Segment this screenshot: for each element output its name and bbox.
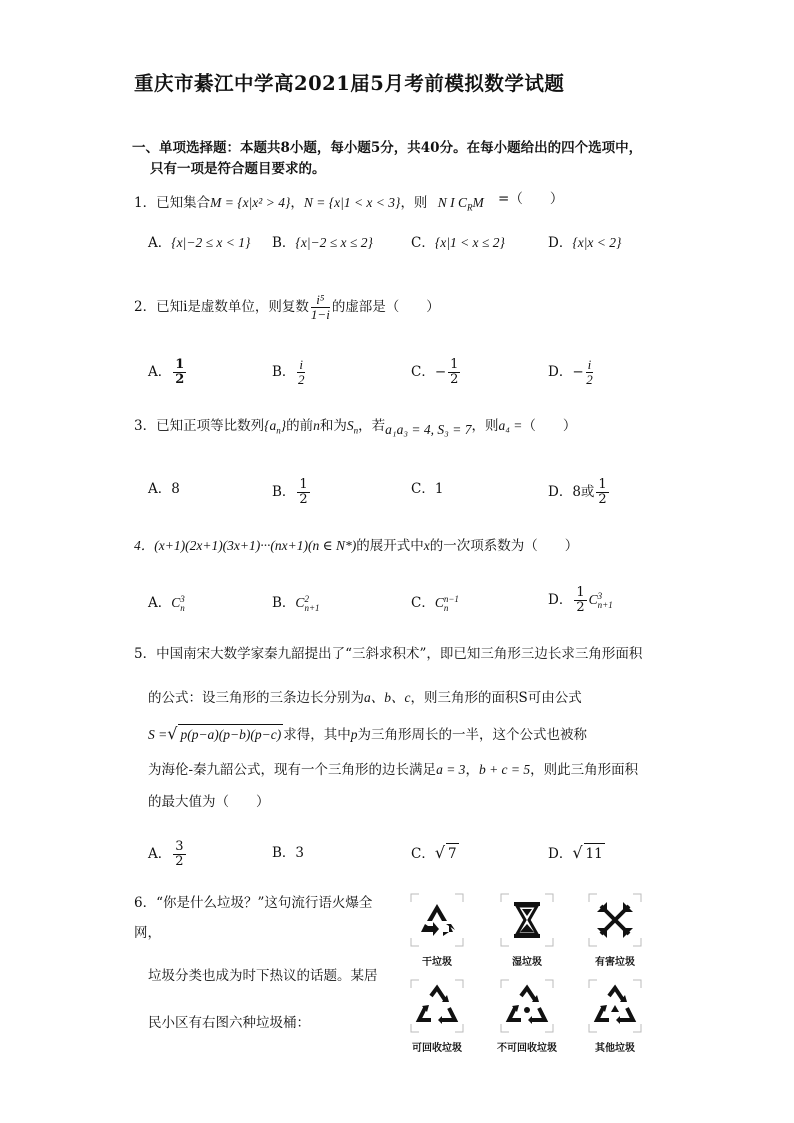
bin-label: 湿垃圾 (512, 957, 542, 968)
q3-a4: a₄ = (498, 418, 523, 433)
section-line-1: 一、单项选择题：本题共8小题，每小题5分，共40分。在每小题给出的四个选项中， (132, 140, 643, 156)
numerator: 1 (576, 585, 585, 600)
comb-c: C (295, 595, 305, 610)
numerator: 1 (598, 477, 607, 492)
option-label: B． (272, 595, 296, 611)
q5-sep: ， (465, 762, 479, 778)
bin-dry (402, 892, 472, 968)
q5-formula-radicand: p(p−a)(p−b)(p−c) (178, 724, 283, 745)
option-comb (588, 590, 613, 610)
q5-option-c[interactable] (411, 843, 459, 864)
option-text: 8或 (572, 484, 595, 500)
bin-recyclable (402, 978, 472, 1054)
comb-indices (444, 595, 459, 613)
q3-text: 3．已知正项等比数列 (134, 418, 265, 434)
q1-expr-m: M (472, 195, 484, 210)
option-label: A． (148, 364, 172, 380)
option-text: 1 (434, 481, 444, 497)
q1-tail: =（ ） (498, 191, 564, 207)
numerator: 1 (299, 477, 308, 492)
option-label: A． (148, 235, 172, 251)
q5-cond-bc: b + c = 5 (478, 762, 531, 777)
question-5-line-1: 5．中国南宋大数学家秦九韶提出了“三斜求积术”，即已知三角形三边长求三角形面积 (134, 646, 643, 662)
denominator: 2 (586, 372, 593, 387)
q5-option-a[interactable] (148, 840, 188, 869)
comb-c: C (434, 595, 444, 610)
recycle-icon (409, 978, 465, 1034)
section-line-2: 只有一项是符合题目要求的。 (150, 161, 326, 177)
q1-expr (437, 195, 484, 213)
q5-text-e: 为海伦-秦九韶公式，现有一个三角形的边长满足 (148, 762, 437, 778)
q5-text: 的公式：设三角形的三条边长分别为 (148, 690, 364, 706)
question-5-line-5: 的最大值为（ ） (148, 794, 270, 810)
question-4 (134, 536, 578, 556)
q3-option-c[interactable] (411, 479, 443, 499)
q4-text-c: 的一次项系数为（ ） (429, 538, 579, 554)
numerator: 3 (175, 839, 184, 854)
question-6-line-2: 网， (134, 925, 161, 941)
q3-text-b: 的前 (286, 418, 314, 434)
option-label: D． (548, 235, 573, 251)
q2-fraction (311, 293, 330, 322)
denominator: 2 (175, 854, 184, 869)
q3-seq-text: {a (264, 418, 277, 433)
page-title: 重庆市綦江中学高2021届5月考前模拟数学试题 (134, 72, 565, 95)
q4-option-a[interactable] (148, 593, 185, 613)
q3-seq (264, 418, 287, 436)
option-label: A． (148, 595, 172, 611)
comb-sub: n (443, 602, 449, 613)
denominator: 2 (576, 600, 585, 615)
numerator: 1 (175, 357, 185, 372)
option-label: C． (411, 595, 435, 611)
option-text: {x|x < 2} (572, 235, 622, 250)
option-label: C． (411, 364, 435, 380)
q2-denominator: 1−i (310, 307, 330, 322)
q3-tail: （ ） (522, 418, 577, 434)
q1-sep: ， (290, 195, 304, 211)
option-fraction (173, 840, 185, 869)
comb-indices (598, 592, 613, 610)
option-label: A． (148, 846, 172, 862)
q3-option-b[interactable] (272, 478, 312, 507)
q5-text-f: ，则此三角形面积 (530, 762, 639, 778)
q5-option-b[interactable] (272, 843, 304, 863)
comb-sup: 3 (180, 593, 185, 604)
numerator: i (299, 357, 304, 372)
q1-text-b: ，则 (400, 195, 428, 211)
comb-c: C (171, 595, 181, 610)
comb-sub: n+1 (304, 602, 320, 613)
q3-text-e: ，则 (471, 418, 499, 434)
hourglass-icon (499, 892, 555, 948)
question-6-line-4: 民小区有右图六种垃圾桶： (148, 1015, 310, 1031)
question-3 (134, 416, 576, 436)
q2-text: 2．已知i是虚数单位，则复数 (134, 299, 309, 315)
option-fraction (596, 478, 608, 507)
q3-seq-sub: n (276, 425, 281, 436)
bin-label: 可回收垃圾 (412, 1043, 462, 1054)
q2-numerator: i⁵ (311, 293, 330, 308)
option-label: B． (272, 364, 296, 380)
bin-wet (492, 892, 562, 968)
cross-arrows-icon (587, 892, 643, 948)
bin-other (580, 978, 650, 1054)
comb-indices (180, 595, 185, 613)
q4-x: x (423, 538, 430, 553)
option-label: B． (272, 484, 296, 500)
option-comb (171, 593, 185, 613)
question-1 (134, 193, 563, 213)
q4-text-b: 的展开式中 (356, 538, 424, 554)
denominator: 2 (450, 372, 459, 387)
option-label: D． (548, 592, 573, 608)
comb-indices (304, 595, 319, 613)
q2-option-a[interactable] (148, 358, 188, 387)
option-text: {x|−2 ≤ x < 1} (171, 235, 251, 250)
q2-option-c[interactable] (411, 358, 462, 387)
q3-option-a[interactable] (148, 479, 180, 499)
comb-sub: n (180, 602, 185, 613)
q3-condition: a₁a₃ = 4, S₃ = 7 (385, 422, 472, 437)
option-fraction (297, 358, 305, 387)
option-sign: − (434, 364, 447, 380)
option-fraction (297, 478, 309, 507)
q5-p: p (350, 727, 358, 742)
q2-option-b[interactable] (272, 358, 307, 387)
denominator: 2 (598, 492, 607, 507)
q1-option-a[interactable] (148, 233, 250, 253)
bin-label: 不可回收垃圾 (497, 1043, 557, 1054)
q5-formula-s: S = (148, 727, 168, 742)
option-radicand: 11 (584, 843, 605, 864)
radical-icon: √ (572, 843, 583, 862)
comb-sup: 2 (304, 593, 309, 604)
question-5-line-4 (148, 760, 638, 780)
comb-sub: n+1 (597, 599, 613, 610)
q1-option-c[interactable] (411, 233, 505, 253)
q4-option-b[interactable] (272, 593, 320, 613)
option-label: D． (548, 484, 573, 500)
question-5-line-2 (148, 688, 582, 708)
option-label: D． (548, 846, 573, 862)
q1-text: 1．已知集合 (134, 195, 211, 211)
q3-s (346, 418, 359, 436)
option-label: B． (272, 845, 296, 861)
radical-icon: √ (434, 843, 446, 862)
q3-seq-end: } (280, 418, 287, 433)
section-instructions (132, 138, 692, 180)
option-label: C． (411, 481, 435, 497)
q1-expr-text: N I C (437, 195, 467, 210)
q5-option-d[interactable] (548, 843, 605, 864)
q5-cond-a: a = 3 (436, 762, 466, 777)
q3-text-c: 和为 (319, 418, 347, 434)
question-6-line-1: 6．“你是什么垃圾？”这句流行语火爆全 (134, 895, 373, 911)
bin-non-recyclable (492, 978, 562, 1054)
q4-option-c[interactable] (411, 593, 459, 613)
option-text: {x|1 < x ≤ 2} (434, 235, 505, 250)
numerator: 1 (450, 357, 459, 372)
q2-text-b: 的虚部是（ ） (331, 299, 440, 315)
comb-sup: n−1 (443, 593, 459, 604)
radical-icon: √ (167, 724, 178, 743)
bin-hazardous (580, 892, 650, 968)
option-fraction (574, 586, 586, 615)
option-label: A． (148, 481, 172, 497)
denominator: 2 (299, 492, 308, 507)
q4-option-d[interactable] (548, 586, 613, 615)
q2-option-d[interactable] (548, 358, 595, 387)
option-fraction (448, 358, 460, 387)
option-label: B． (272, 235, 296, 251)
q3-option-d[interactable] (548, 478, 611, 507)
q5-text-d: 为三角形周长的一半，这个公式也被称 (357, 727, 587, 743)
comb-c: C (588, 592, 598, 607)
q1-option-d[interactable] (548, 233, 621, 253)
bin-label: 其他垃圾 (595, 1043, 635, 1054)
q3-n: n (313, 418, 320, 433)
recycle-icon (409, 892, 465, 948)
q4-expression: 4．(x+1)(2x+1)(3x+1)···(nx+1)(n ∈ N*) (134, 538, 357, 553)
q1-expr-sub: R (467, 202, 473, 213)
option-text: {x|−2 ≤ x ≤ 2} (295, 235, 373, 250)
option-fraction (586, 358, 594, 387)
denominator: 2 (175, 372, 185, 387)
q3-text-d: ，若 (358, 418, 386, 434)
question-5-line-3 (148, 724, 587, 745)
recycle-icon (587, 978, 643, 1034)
q1-option-b[interactable] (272, 233, 373, 253)
numerator: i (587, 357, 592, 372)
option-label: C． (411, 846, 435, 862)
option-sign: − (572, 364, 584, 380)
bin-label: 干垃圾 (422, 957, 452, 968)
q5-text-c: 求得，其中 (283, 727, 351, 743)
question-6-line-3: 垃圾分类也成为时下热议的话题。某居 (148, 968, 378, 984)
q5-text-b: ，则三角形的面积S可由公式 (410, 690, 582, 706)
option-text: 8 (171, 481, 180, 497)
comb-sup: 3 (597, 590, 603, 601)
option-comb (434, 593, 459, 613)
option-label: C． (411, 235, 435, 251)
q3-s-text: S (346, 418, 354, 433)
garbage-bins-figure (400, 884, 660, 1074)
option-label: D． (548, 364, 573, 380)
recycle-icon (499, 978, 555, 1034)
q1-set-m: M = {x|x² > 4} (210, 195, 291, 210)
option-fraction (173, 358, 186, 387)
q1-set-n: N = {x|1 < x < 3} (303, 195, 401, 210)
question-2 (134, 293, 440, 322)
q5-sides: a、b、c (364, 690, 411, 705)
option-text: 3 (295, 845, 305, 861)
denominator: 2 (297, 372, 305, 387)
option-radicand: 7 (446, 843, 459, 864)
q3-s-sub: n (353, 425, 359, 436)
option-comb (295, 593, 320, 613)
bin-label: 有害垃圾 (595, 957, 635, 968)
